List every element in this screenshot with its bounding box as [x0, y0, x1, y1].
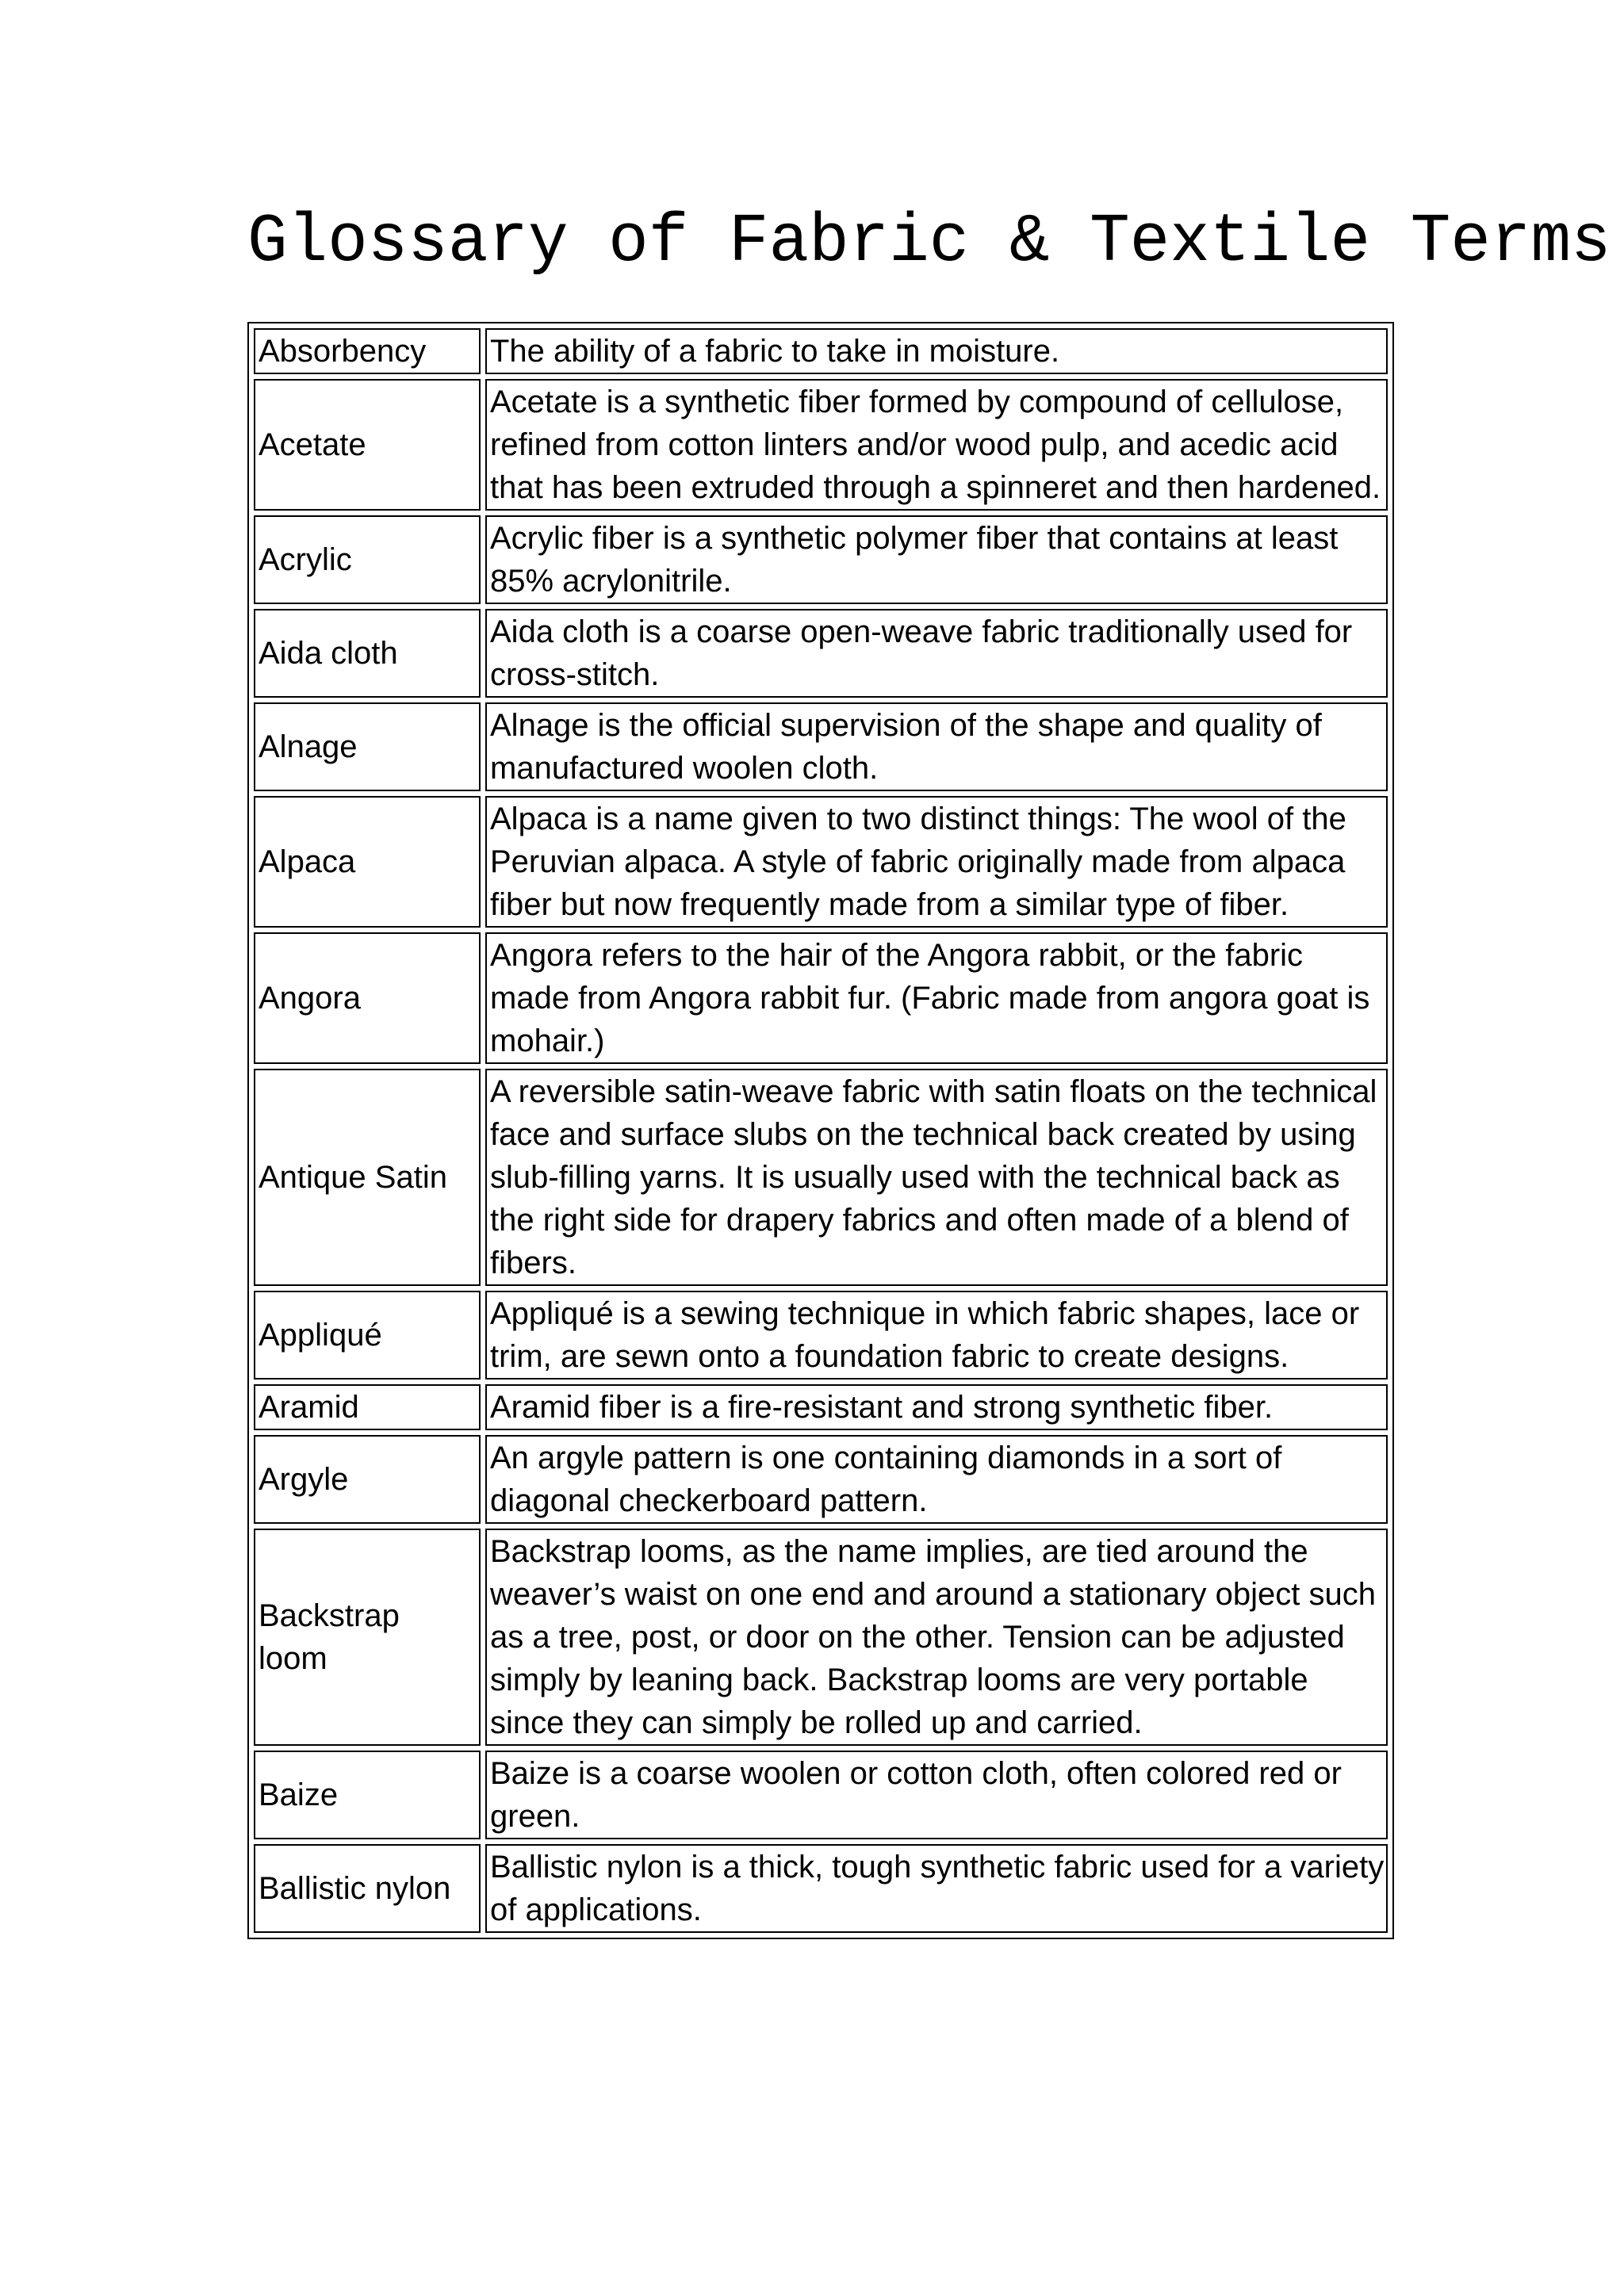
table-row	[254, 932, 1388, 1064]
table-row	[254, 1751, 1388, 1839]
table-row	[254, 515, 1388, 604]
glossary-table	[247, 322, 1394, 1939]
table-row	[254, 379, 1388, 511]
glossary-definition: Appliqué is a sewing technique in which fabric shapes, lace or trim, are sewn onto a foundation fabric to create designs.	[485, 1291, 1388, 1380]
glossary-term: Absorbency	[254, 328, 481, 374]
glossary-term: Alnage	[254, 702, 481, 791]
glossary-definition: Aramid fiber is a fire-resistant and strong synthetic fiber.	[485, 1384, 1388, 1430]
glossary-definition: Alpaca is a name given to two distinct things: The wool of the Peruvian alpaca. A style of fabric originally made from alpaca fiber but now frequently made from a similar type of fiber.	[485, 796, 1388, 928]
table-row	[254, 1435, 1388, 1524]
glossary-definition: Acrylic fiber is a synthetic polymer fiber that contains at least 85% acrylonitrile.	[485, 515, 1388, 604]
glossary-definition: Ballistic nylon is a thick, tough synthetic fabric used for a variety of applications.	[485, 1844, 1388, 1933]
glossary-term: Aida cloth	[254, 609, 481, 698]
glossary-term: Argyle	[254, 1435, 481, 1524]
glossary-term: Backstrap loom	[254, 1529, 481, 1746]
glossary-definition: The ability of a fabric to take in moisture.	[485, 328, 1388, 374]
table-row	[254, 1291, 1388, 1380]
glossary-definition: Aida cloth is a coarse open-weave fabric traditionally used for cross-stitch.	[485, 609, 1388, 698]
table-row	[254, 1529, 1388, 1746]
glossary-term: Baize	[254, 1751, 481, 1839]
glossary-term: Ballistic nylon	[254, 1844, 481, 1933]
table-row	[254, 1069, 1388, 1286]
glossary-term: Aramid	[254, 1384, 481, 1430]
page-title: Glossary of Fabric & Textile Terms	[247, 203, 1611, 281]
glossary-definition: Alnage is the official supervision of the shape and quality of manufactured woolen cloth.	[485, 702, 1388, 791]
glossary-definition: Acetate is a synthetic fiber formed by compound of cellulose, refined from cotton linters and/or wood pulp, and acedic acid that has been extruded through a spinneret and then hardened.	[485, 379, 1388, 511]
glossary-term: Acrylic	[254, 515, 481, 604]
table-row	[254, 1844, 1388, 1933]
glossary-definition: Angora refers to the hair of the Angora rabbit, or the fabric made from Angora rabbit fur. (Fabric made from angora goat is mohair.)	[485, 932, 1388, 1064]
glossary-term: Alpaca	[254, 796, 481, 928]
table-row	[254, 1384, 1388, 1430]
glossary-term: Angora	[254, 932, 481, 1064]
glossary-term: Appliqué	[254, 1291, 481, 1380]
table-row	[254, 796, 1388, 928]
table-row	[254, 702, 1388, 791]
table-row	[254, 609, 1388, 698]
glossary-definition: A reversible satin-weave fabric with satin floats on the technical face and surface slubs on the technical back created by using slub-filling yarns. It is usually used with the technical back as the right side for drapery fabrics and often made of a blend of fibers.	[485, 1069, 1388, 1286]
glossary-definition: Backstrap looms, as the name implies, are tied around the weaver’s waist on one end and around a stationary object such as a tree, post, or door on the other. Tension can be adjusted simply by leaning back. Backstrap looms are very portable since they can simply be rolled up and carried.	[485, 1529, 1388, 1746]
glossary-definition: An argyle pattern is one containing diamonds in a sort of diagonal checkerboard pattern.	[485, 1435, 1388, 1524]
glossary-term: Acetate	[254, 379, 481, 511]
table-row	[254, 328, 1388, 374]
glossary-term: Antique Satin	[254, 1069, 481, 1286]
glossary-definition: Baize is a coarse woolen or cotton cloth, often colored red or green.	[485, 1751, 1388, 1839]
